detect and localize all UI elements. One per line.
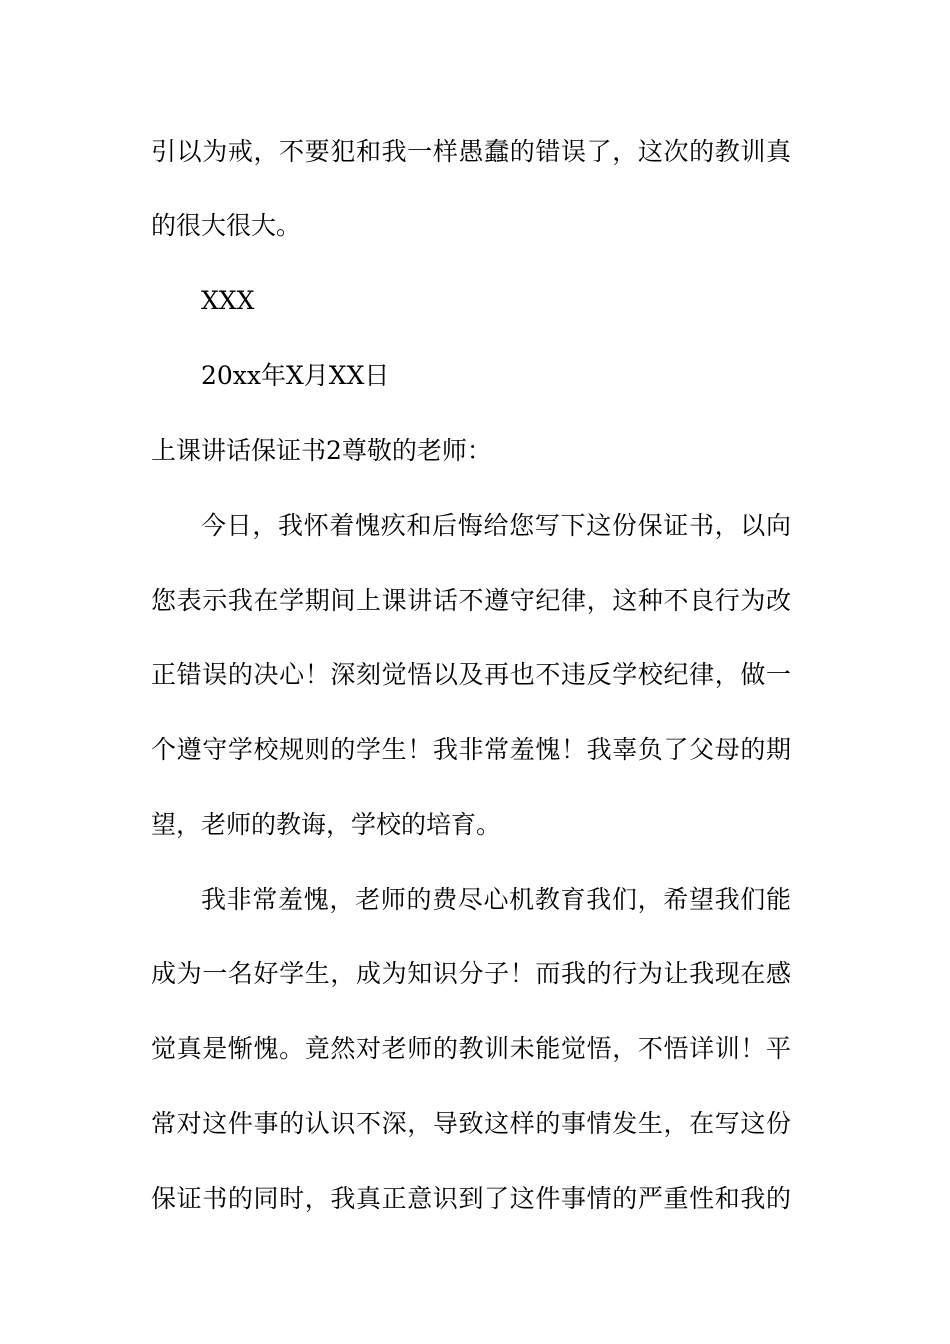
paragraph-line: 望，老师的教诲，学校的培育。	[151, 810, 502, 839]
paragraph-line: 的很大很大。	[151, 211, 302, 240]
paragraph-line: 引以为戒，不要犯和我一样愚蠢的错误了，这次的教训真	[151, 137, 791, 166]
paragraph-line: 您表示我在学期间上课讲话不遵守纪律，这种不良行为改	[151, 586, 791, 615]
paragraph-line: 个遵守学校规则的学生！我非常羞愧！我辜负了父母的期	[151, 735, 791, 764]
paragraph-line: 正错误的决心！深刻觉悟以及再也不违反学校纪律，做一	[151, 660, 791, 689]
paragraph-line: 今日，我怀着愧疚和后悔给您写下这份保证书，以向	[201, 511, 791, 540]
signature-date: 20xx年X月XX日	[201, 361, 390, 390]
paragraph-line: 我非常羞愧，老师的费尽心机教育我们，希望我们能	[201, 885, 791, 914]
signature-name: XXX	[201, 286, 255, 315]
section-heading: 上课讲话保证书2尊敬的老师：	[151, 436, 492, 465]
paragraph-line: 常对这件事的认识不深，导致这样的事情发生，在写这份	[151, 1109, 791, 1138]
paragraph-line: 成为一名好学生，成为知识分子！而我的行为让我现在感	[151, 959, 791, 988]
paragraph-line: 保证书的同时，我真正意识到了这件事情的严重性和我的	[151, 1184, 791, 1213]
paragraph-line: 觉真是惭愧。竟然对老师的教训未能觉悟，不悟详训！平	[151, 1034, 791, 1063]
